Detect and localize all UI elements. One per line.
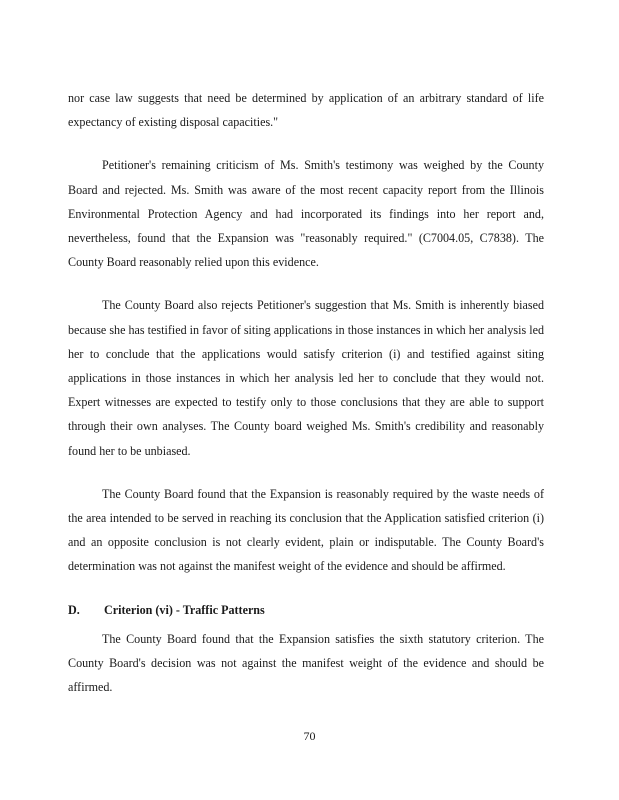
page-number: 70 xyxy=(303,729,316,743)
section-heading-title: Criterion (vi) - Traffic Patterns xyxy=(104,602,265,617)
paragraph-continuation: nor case law suggests that need be determined by application of an arbitrary standard of life expectancy of existing disposal capacities." xyxy=(68,91,544,130)
section-heading xyxy=(68,598,544,622)
document-body xyxy=(68,86,544,718)
paragraph-criterion-vi: The County Board found that the Expansion satisfies the sixth statutory criterion. The County Board's decision was not against the manifest weight of the evidence and should be affirmed. xyxy=(68,631,544,695)
paragraph-conclusion-criterion-i: The County Board found that the Expansion is reasonably required by the waste needs of the area intended to be served in reaching its conclusion that the Application satisfied criterion (i) and an opposite conclusion is not clearly evident, plain or indisputable. The County Board's determination was not against the manifest weight of the evidence and should be affirmed. xyxy=(68,486,544,574)
paragraph-smith-testimony: Petitioner's remaining criticism of Ms. Smith's testimony was weighed by the County Board and rejected. Ms. Smith was aware of the most recent capacity report from the Illinois Environmental Protection Agency and had incorporated its findings into her report and, nevertheless, found that the Expansion was "reasonably required." (C7004.05, C7838). The County Board reasonably relied upon this evidence. xyxy=(68,158,544,270)
section-heading-letter: D. xyxy=(68,602,80,617)
paragraph-bias: The County Board also rejects Petitioner's suggestion that Ms. Smith is inherently biased because she has testified in favor of siting applications in those instances in which her analysis led her to conclude that the applications would satisfy criterion (i) and testified against siting applications in those instances in which her analysis led her to conclude that they would not. Expert witnesses are expected to testify only to those conclusions that they are able to support through their own analyses. The County board weighed Ms. Smith's credibility and reasonably found her to be unbiased. xyxy=(68,298,544,458)
